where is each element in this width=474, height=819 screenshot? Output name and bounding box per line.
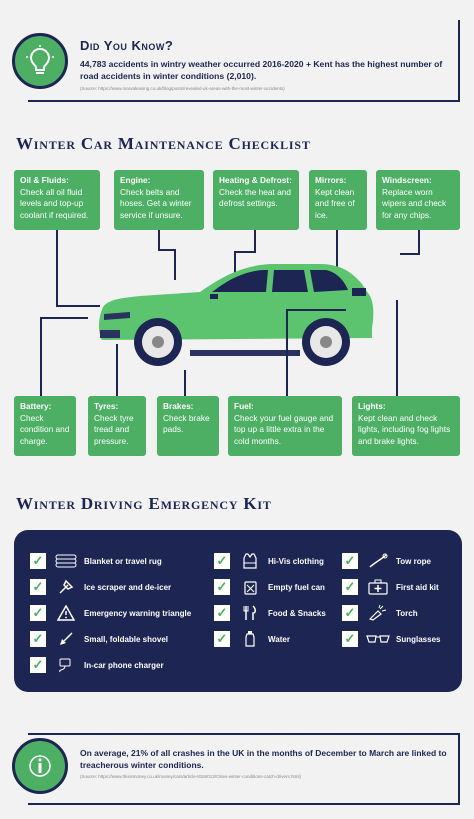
heating-text: Check the heat and defrost settings. xyxy=(219,186,291,208)
kit-label: Blanket or travel rug xyxy=(84,556,162,566)
connector-line xyxy=(254,230,256,252)
kit-label: Water xyxy=(268,634,290,644)
engine-heading: Engine: xyxy=(120,175,151,185)
connector-line xyxy=(158,249,176,251)
connector-line xyxy=(396,300,398,398)
info-icon xyxy=(12,738,68,794)
checklist-battery xyxy=(14,396,76,456)
check-icon: ✓ xyxy=(214,605,230,621)
connector-line xyxy=(40,318,42,398)
check-icon: ✓ xyxy=(214,631,230,647)
blanket-icon xyxy=(54,553,78,569)
checklist-brakes xyxy=(157,396,219,456)
check-icon: ✓ xyxy=(342,605,358,621)
warning-triangle-icon xyxy=(54,605,78,621)
engine-text: Check belts and hoses. Get a winter service if unsure. xyxy=(120,186,192,220)
kit-label: Empty fuel can xyxy=(268,582,325,592)
kit-item-triangle xyxy=(30,604,191,622)
kit-item-tow-rope xyxy=(342,552,431,570)
check-icon: ✓ xyxy=(214,553,230,569)
food-icon xyxy=(238,605,262,621)
kit-item-shovel xyxy=(30,630,168,648)
car-illustration xyxy=(90,258,380,370)
checklist-engine xyxy=(114,170,204,230)
battery-heading: Battery: xyxy=(20,401,52,411)
windscreen-heading: Windscreen: xyxy=(382,175,432,185)
checklist-title: Winter Car Maintenance Checklist xyxy=(16,134,311,153)
connector-line xyxy=(184,370,186,398)
connector-line xyxy=(286,310,288,398)
fuel-can-icon xyxy=(238,579,262,595)
kit-item-charger xyxy=(30,656,164,674)
kit-item-hivis xyxy=(214,552,324,570)
brakes-text: Check brake pads. xyxy=(163,412,210,434)
mirrors-text: Kept clean and free of ice. xyxy=(315,186,355,220)
first-aid-icon xyxy=(366,579,390,595)
tow-rope-icon xyxy=(366,553,390,569)
sunglasses-icon xyxy=(366,631,390,647)
checklist-windscreen xyxy=(376,170,460,230)
check-icon: ✓ xyxy=(30,657,46,673)
fuel-heading: Fuel: xyxy=(234,401,254,411)
check-icon: ✓ xyxy=(214,579,230,595)
connector-line xyxy=(400,253,420,255)
checklist-oil-fluids xyxy=(14,170,100,230)
check-icon: ✓ xyxy=(30,631,46,647)
lights-heading: Lights: xyxy=(358,401,386,411)
kit-label: Tow rope xyxy=(396,556,431,566)
check-icon: ✓ xyxy=(30,553,46,569)
check-icon: ✓ xyxy=(342,553,358,569)
mirrors-heading: Mirrors: xyxy=(315,175,347,185)
checklist-fuel xyxy=(228,396,342,456)
footer-source: (Source: https://www.thisismoney.co.uk/money/cars/article-8184013/Cities-winter-conditions-catch-drivers.html) xyxy=(80,774,301,779)
kit-item-fuel-can xyxy=(214,578,325,596)
kit-item-blanket xyxy=(30,552,162,570)
kit-label: Food & Snacks xyxy=(268,608,326,618)
footer-text: On average, 21% of all crashes in the UK in the months of December to March are linked to treacherous winter conditions. xyxy=(80,748,447,770)
checklist-lights xyxy=(352,396,460,456)
kit-label: Emergency warning triangle xyxy=(84,608,192,618)
oil-fluids-heading: Oil & Fluids: xyxy=(20,175,69,185)
kit-item-sunglasses xyxy=(342,630,440,648)
kit-label: Torch xyxy=(396,608,418,618)
checklist-mirrors xyxy=(309,170,367,230)
fuel-text: Check your fuel gauge and top up a little extra in the cold months. xyxy=(234,412,334,446)
tyres-heading: Tyres: xyxy=(94,401,119,411)
check-icon: ✓ xyxy=(342,631,358,647)
tyres-text: Check tyre tread and pressure. xyxy=(94,412,134,446)
kit-item-food xyxy=(214,604,326,622)
check-icon: ✓ xyxy=(342,579,358,595)
kit-label: In-car phone charger xyxy=(84,660,164,670)
vest-icon xyxy=(238,553,262,569)
check-icon: ✓ xyxy=(30,579,46,595)
did-you-know-body: 44,783 accidents in wintry weather occurred 2016-2020 + Kent has the highest number of road accidents in winter conditions (2,010). xyxy=(80,59,443,81)
connector-line xyxy=(40,317,88,319)
kit-item-water xyxy=(214,630,290,648)
heating-heading: Heating & Defrost: xyxy=(219,175,292,185)
connector-line xyxy=(418,230,420,254)
kit-item-torch xyxy=(342,604,418,622)
connector-line xyxy=(286,309,346,311)
scraper-icon xyxy=(54,579,78,595)
kit-label: Ice scraper and de-icer xyxy=(84,582,172,592)
oil-fluids-text: Check all oil fluid levels and top-up coolant if required. xyxy=(20,186,89,220)
connector-line xyxy=(234,251,256,253)
kit-item-first-aid xyxy=(342,578,439,596)
kit-label: First aid kit xyxy=(396,582,439,592)
brakes-heading: Brakes: xyxy=(163,401,194,411)
windscreen-text: Replace worn wipers and check for any chips. xyxy=(382,186,447,220)
did-you-know-title: Did You Know? xyxy=(80,38,174,53)
did-you-know-source: (Source: https://www.marvaleasing.co.uk/blog/posts/revealed-uk-areas-with-the-most-winter-accidents) xyxy=(80,86,285,91)
kit-label: Small, foldable shovel xyxy=(84,634,169,644)
kit-label: Sunglasses xyxy=(396,634,441,644)
check-icon: ✓ xyxy=(30,605,46,621)
lightbulb-icon xyxy=(12,33,68,89)
water-bottle-icon xyxy=(238,631,262,647)
checklist-heating xyxy=(213,170,299,230)
connector-line xyxy=(56,230,58,306)
kit-label: Hi-Vis clothing xyxy=(268,556,324,566)
charger-icon xyxy=(54,657,78,673)
connector-line xyxy=(116,344,118,398)
kit-title: Winter Driving Emergency Kit xyxy=(16,494,272,513)
shovel-icon xyxy=(54,631,78,647)
connector-line xyxy=(158,230,160,250)
checklist-tyres xyxy=(88,396,146,456)
kit-item-scraper xyxy=(30,578,171,596)
battery-text: Check condition and charge. xyxy=(20,412,70,446)
lights-text: Kept clean and check lights, including fog lights and brake lights. xyxy=(358,412,451,446)
torch-icon xyxy=(366,605,390,621)
